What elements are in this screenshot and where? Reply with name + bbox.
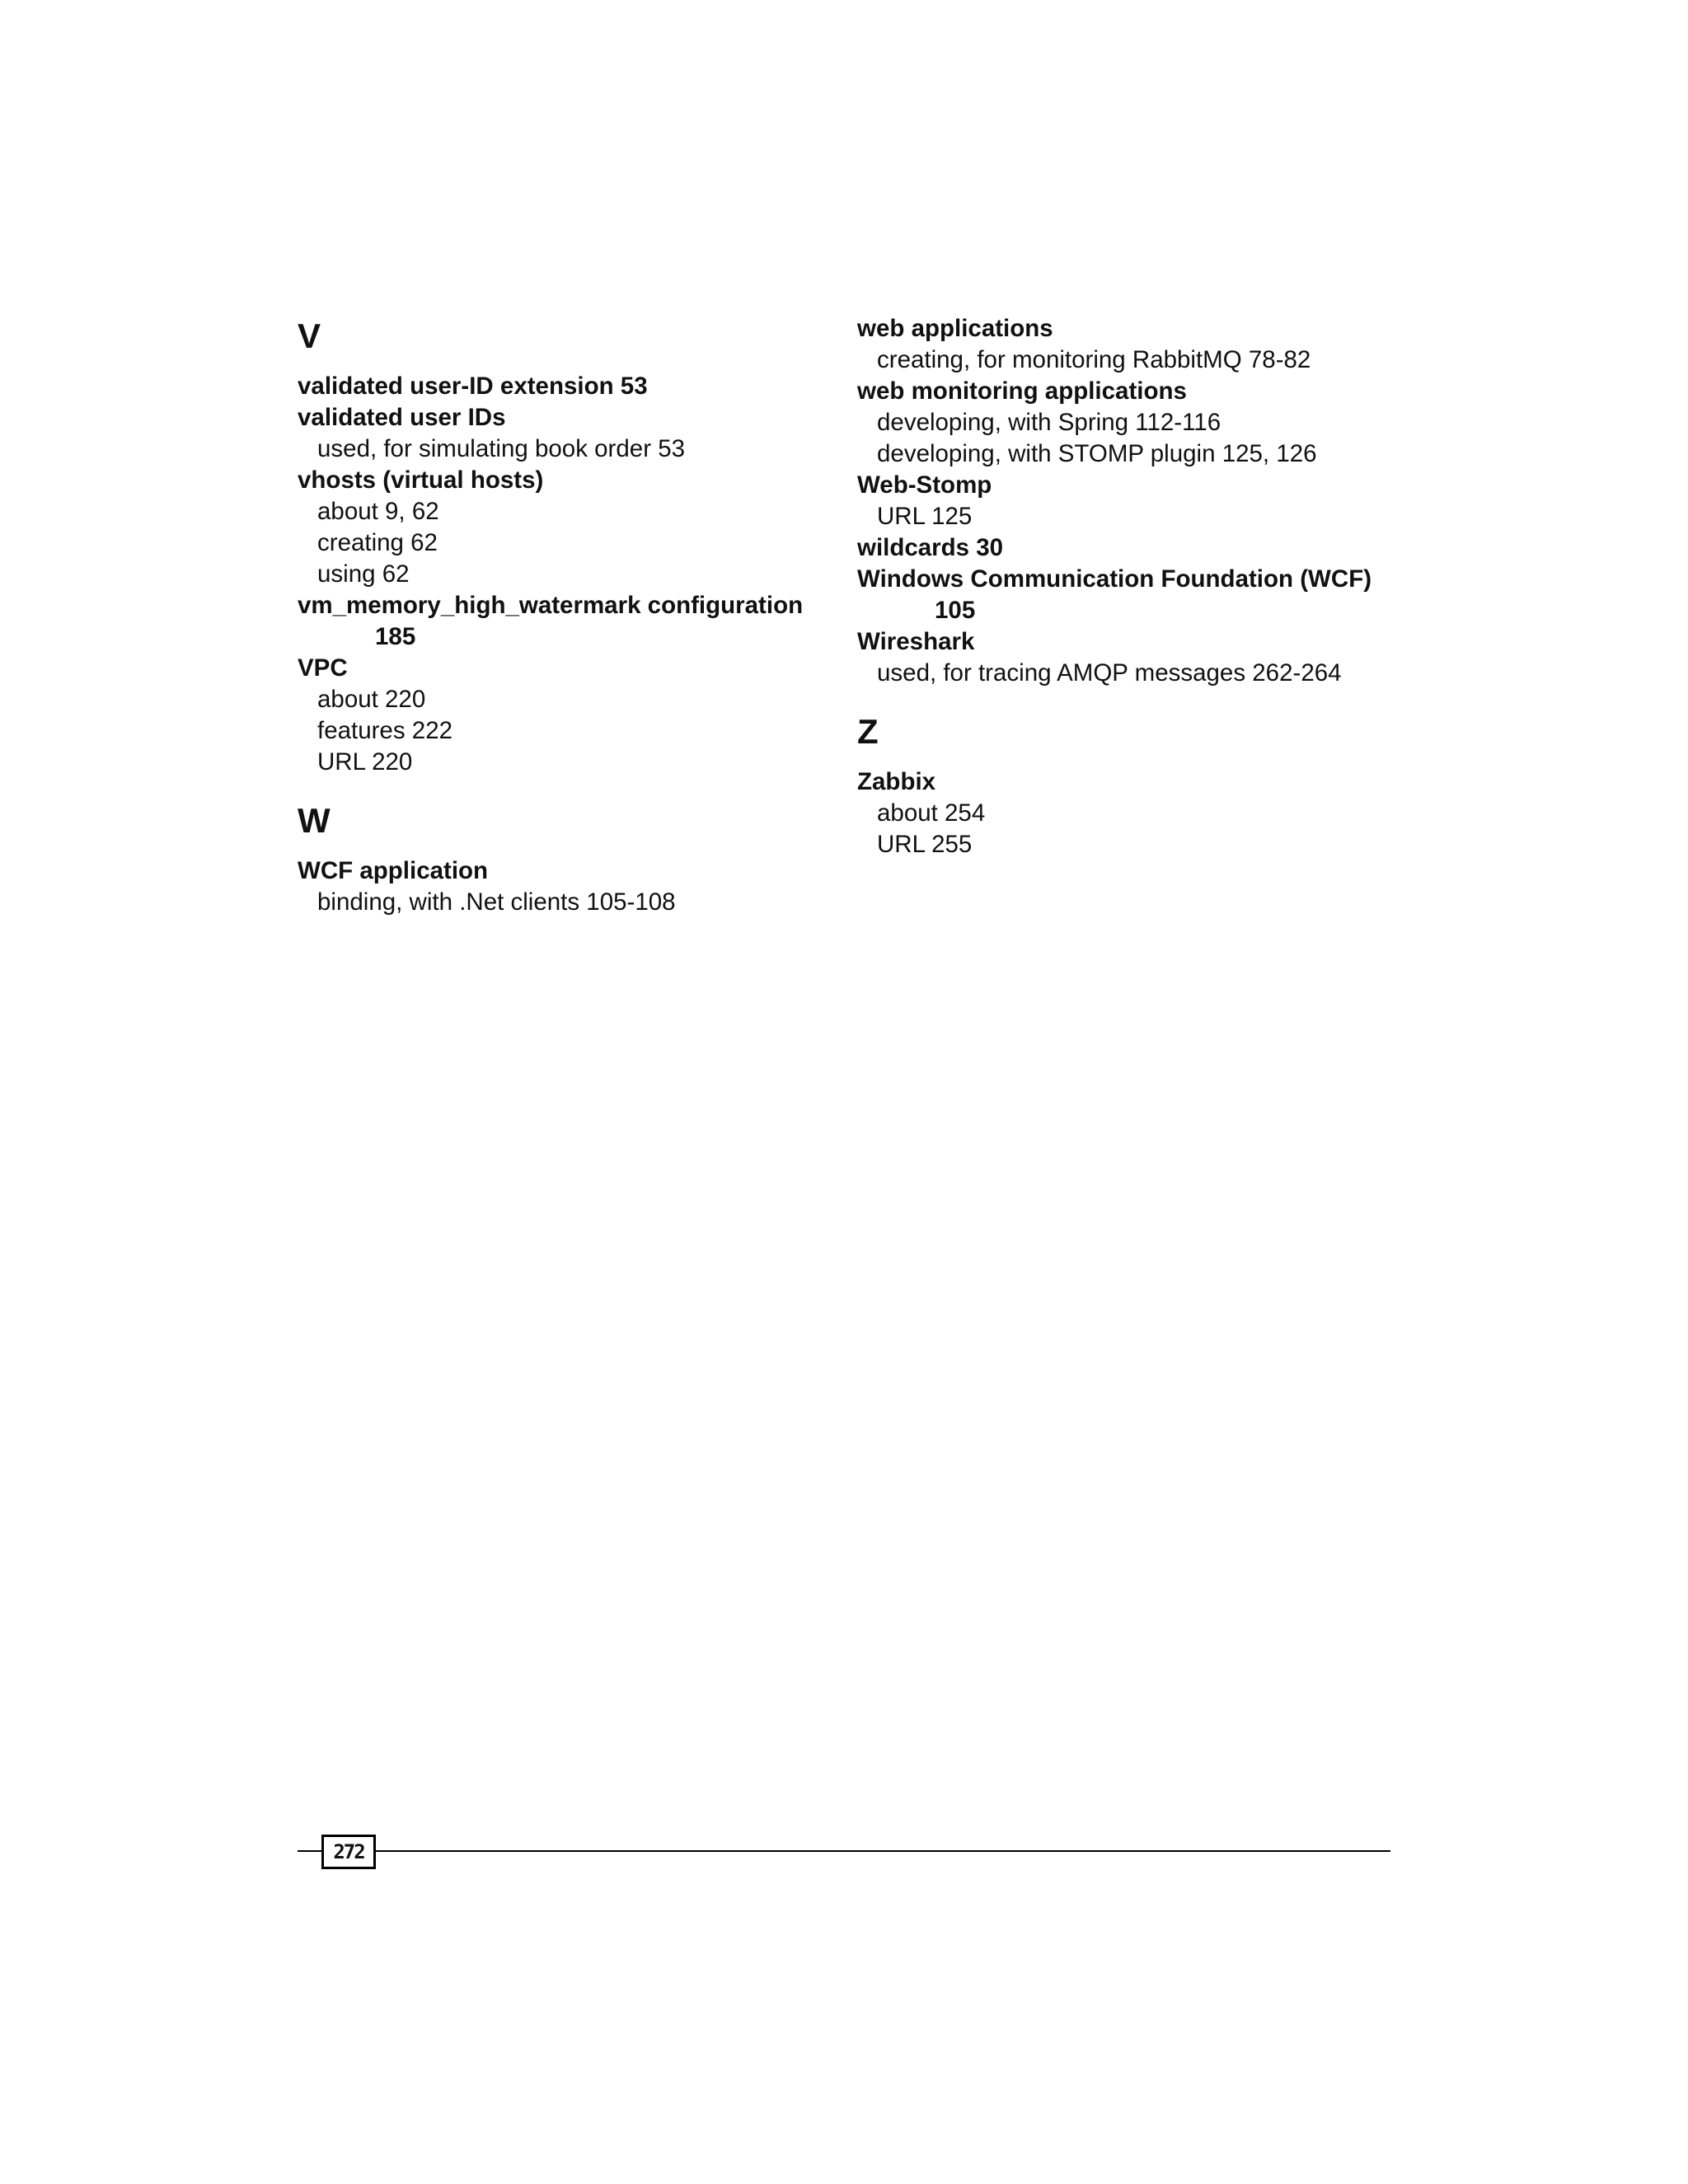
index-entry-wcf-application: WCF application: [298, 857, 489, 884]
section-letter-z: Z: [857, 712, 879, 751]
index-subentry: developing, with Spring 112-116: [877, 409, 1221, 436]
index-entry-validated-user-ids: validated user IDs: [298, 404, 506, 431]
index-entry-web-monitoring-applications: web monitoring applications: [857, 377, 1187, 405]
index-entry-validated-user-id-extension: validated user-ID extension 53: [298, 373, 648, 400]
index-entry-continuation: 105: [935, 597, 976, 624]
index-entry-wireshark: Wireshark: [857, 628, 975, 655]
section-letter-w: W: [298, 801, 331, 840]
index-subentry: features 222: [317, 717, 453, 744]
index-entry-wildcards: wildcards 30: [857, 534, 1004, 561]
section-letter-v: V: [298, 316, 321, 355]
index-subentry: creating 62: [317, 529, 438, 556]
index-entry-wcf: Windows Communication Foundation (WCF): [857, 565, 1372, 593]
index-subentry: developing, with STOMP plugin 125, 126: [877, 440, 1317, 467]
index-subentry: used, for tracing AMQP messages 262-264: [877, 659, 1342, 687]
index-entry-vm-memory-high-watermark: vm_memory_high_watermark configuration: [298, 592, 804, 619]
index-subentry: URL 125: [877, 503, 973, 530]
index-column-left: [298, 313, 866, 918]
index-subentry: URL 220: [317, 748, 413, 776]
index-subentry: used, for simulating book order 53: [317, 435, 686, 462]
footer-rule: [298, 1850, 1390, 1852]
index-column-right: [857, 313, 1426, 860]
index-subentry: about 220: [317, 686, 426, 713]
index-subentry: binding, with .Net clients 105-108: [317, 888, 676, 916]
index-entry-continuation: 185: [375, 623, 416, 650]
index-subentry: using 62: [317, 560, 410, 588]
index-entry-zabbix: Zabbix: [857, 768, 936, 795]
index-entry-web-stomp: Web-Stomp: [857, 471, 992, 499]
index-subentry: about 254: [877, 799, 986, 827]
index-entry-vpc: VPC: [298, 654, 348, 682]
index-entry-vhosts: vhosts (virtual hosts): [298, 466, 544, 494]
index-subentry: creating, for monitoring RabbitMQ 78-82: [877, 346, 1311, 373]
page-number: 272: [321, 1835, 376, 1869]
index-subentry: URL 255: [877, 831, 973, 858]
index-subentry: about 9, 62: [317, 498, 439, 525]
index-entry-web-applications: web applications: [857, 315, 1053, 342]
